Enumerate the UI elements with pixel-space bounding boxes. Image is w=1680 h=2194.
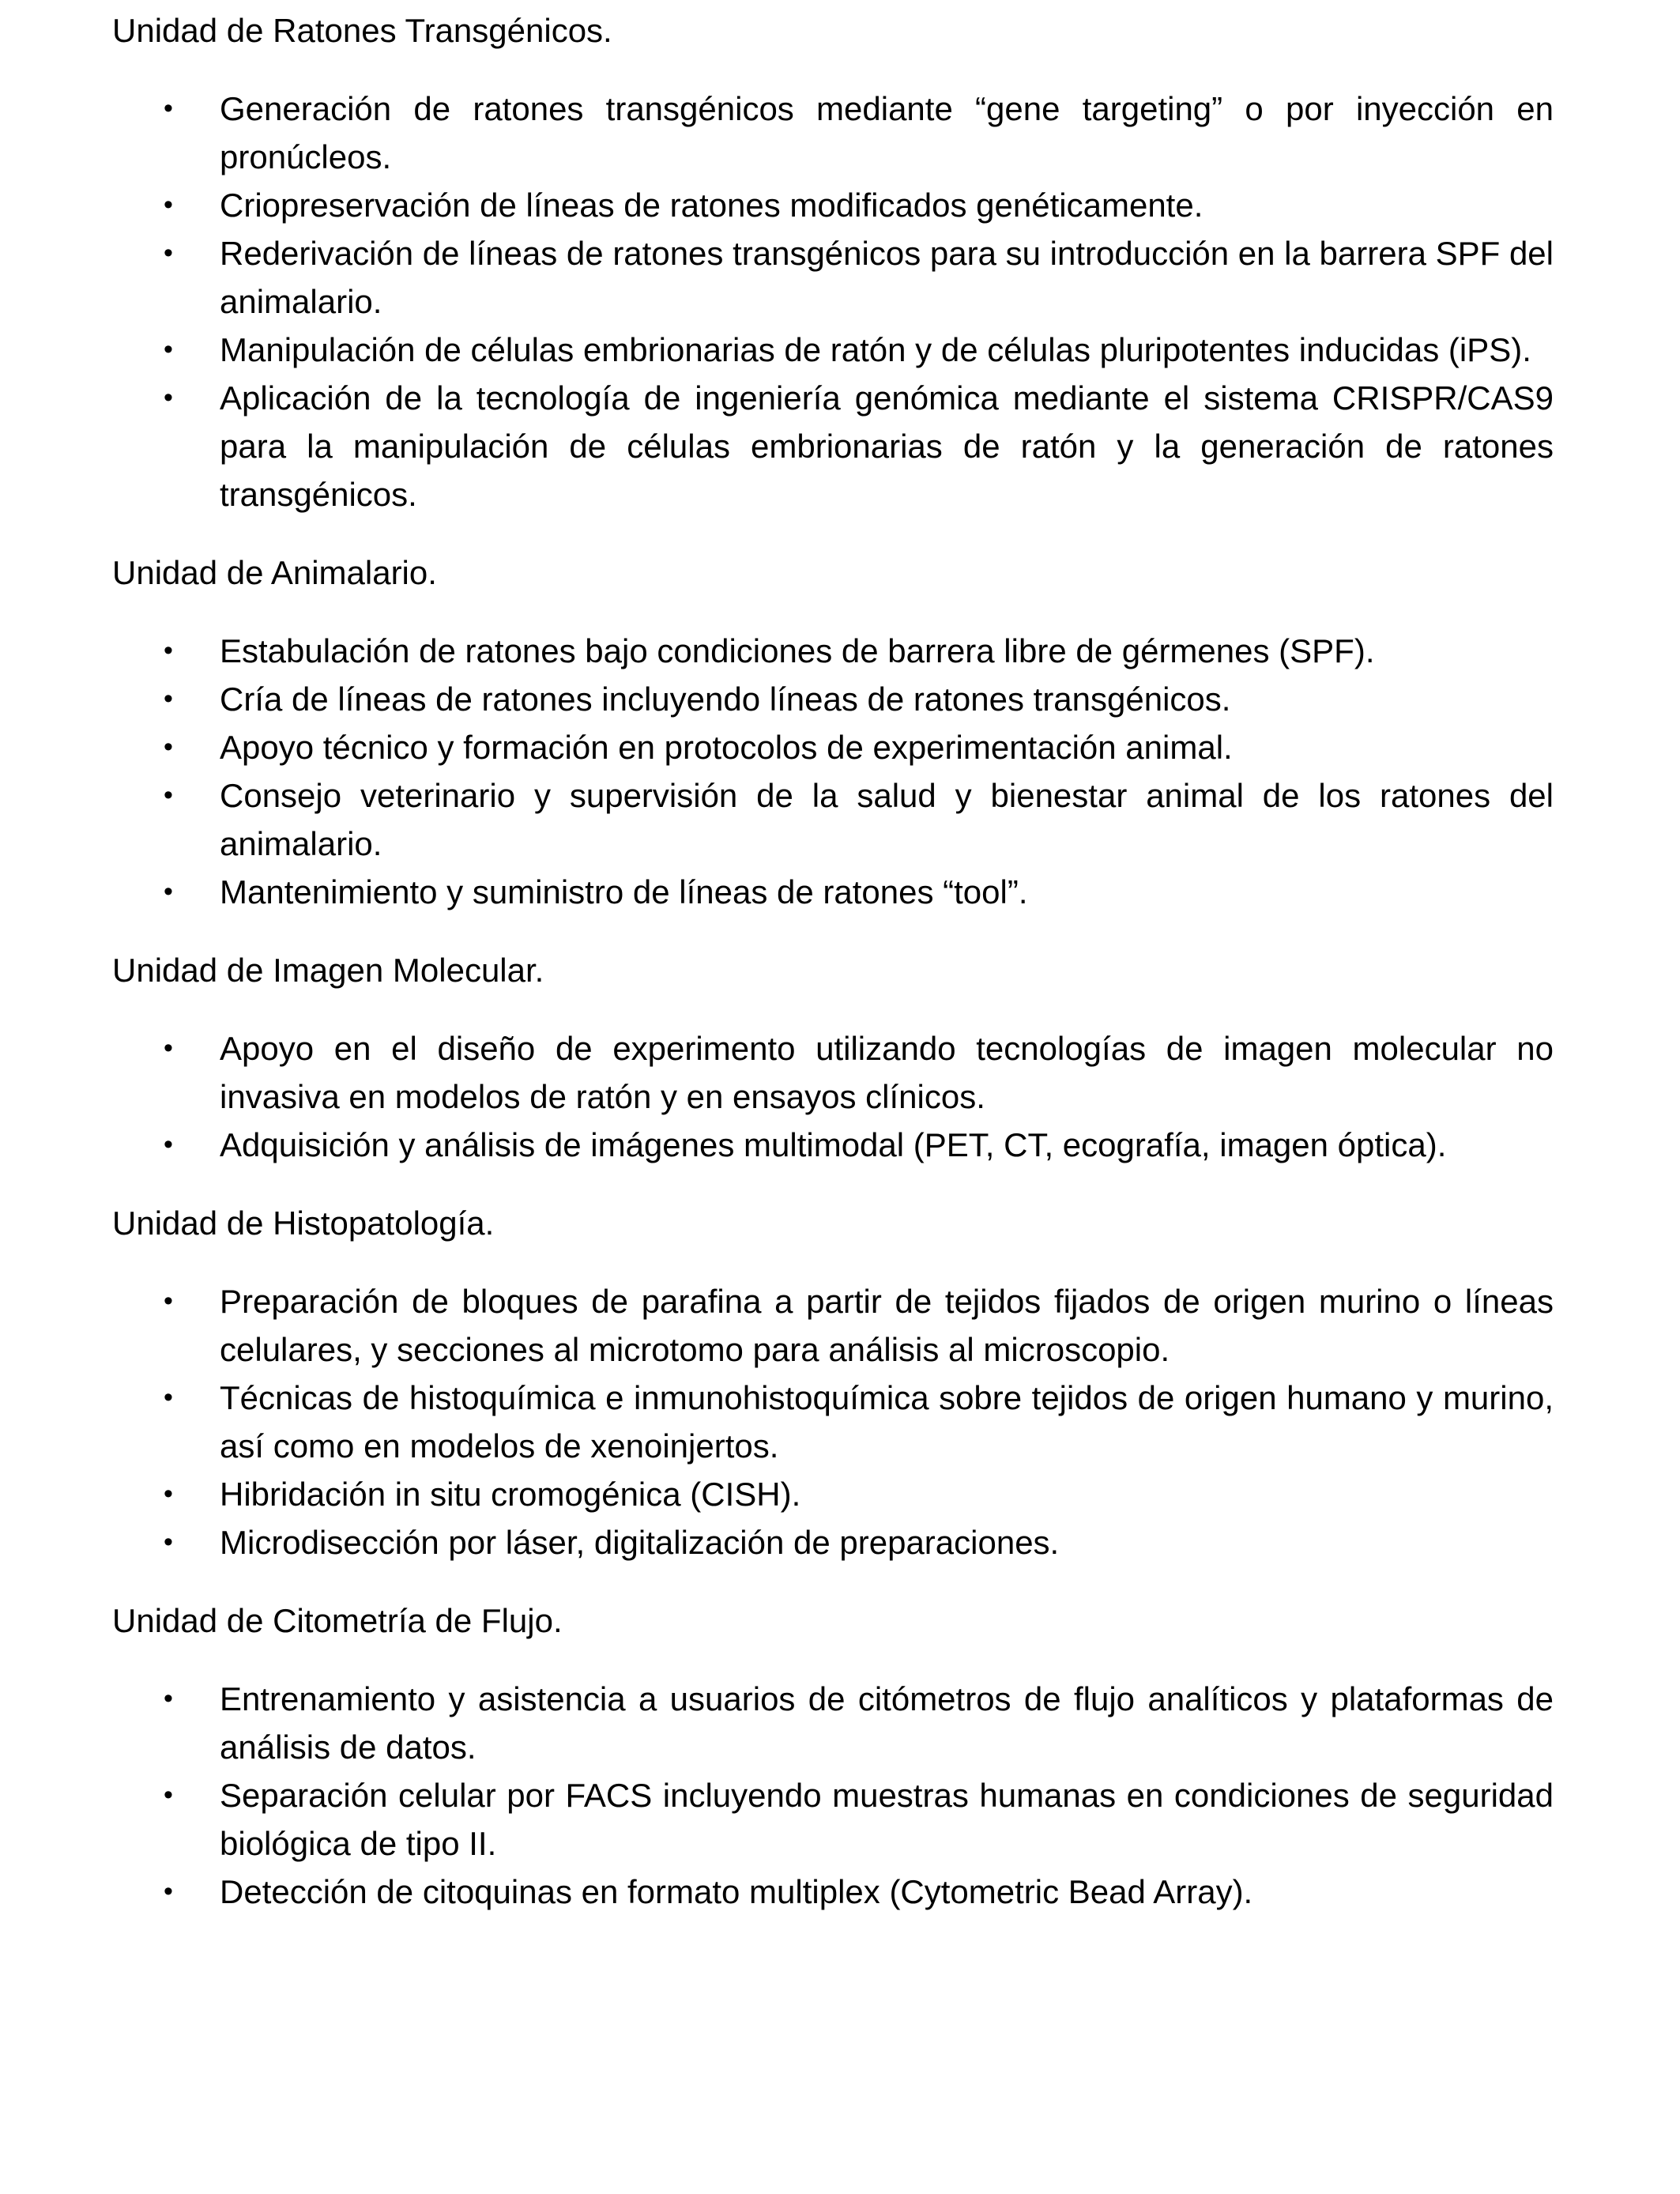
bullet-list xyxy=(112,1277,1554,1566)
bullet-icon: • xyxy=(164,1033,173,1063)
bullet-icon: • xyxy=(164,190,173,220)
bullet-icon: • xyxy=(164,1527,173,1557)
list-item xyxy=(112,1374,1554,1470)
document-page xyxy=(112,6,1554,1946)
bullet-icon: • xyxy=(164,1683,173,1713)
list-item xyxy=(112,1470,1554,1518)
section-imagen-molecular xyxy=(112,946,1554,1169)
list-item xyxy=(112,181,1554,229)
list-item xyxy=(112,1024,1554,1121)
list-item-text: Detección de citoquinas en formato multiplex (Cytometric Bead Array). xyxy=(220,1873,1253,1910)
list-item-text: Entrenamiento y asistencia a usuarios de citómetros de flujo analíticos y plataformas de análisis de datos. xyxy=(220,1680,1554,1766)
bullet-list xyxy=(112,85,1554,518)
bullet-icon: • xyxy=(164,684,173,714)
list-item-text: Manipulación de células embrionarias de ratón y de células pluripotentes inducidas (iPS). xyxy=(220,331,1531,368)
section-animalario xyxy=(112,548,1554,916)
bullet-list xyxy=(112,627,1554,916)
list-item xyxy=(112,229,1554,326)
list-item-text: Apoyo técnico y formación en protocolos de experimentación animal. xyxy=(220,729,1233,766)
bullet-icon: • xyxy=(164,1780,173,1810)
list-item-text: Adquisición y análisis de imágenes multimodal (PET, CT, ecografía, imagen óptica). xyxy=(220,1126,1447,1163)
bullet-icon: • xyxy=(164,876,173,907)
bullet-list xyxy=(112,1675,1554,1916)
bullet-icon: • xyxy=(164,1129,173,1159)
list-item-text: Preparación de bloques de parafina a partir de tejidos fijados de origen murino o líneas celulares, y secciones al microtomo para análisis al microscopio. xyxy=(220,1283,1554,1368)
list-item xyxy=(112,627,1554,675)
list-item xyxy=(112,723,1554,771)
bullet-icon: • xyxy=(164,732,173,762)
bullet-list xyxy=(112,1024,1554,1169)
bullet-icon: • xyxy=(164,93,173,123)
section-heading: Unidad de Ratones Transgénicos. xyxy=(112,12,612,49)
bullet-icon: • xyxy=(164,1479,173,1509)
bullet-icon: • xyxy=(164,238,173,268)
section-heading: Unidad de Histopatología. xyxy=(112,1204,495,1242)
section-ratones-transgenicos xyxy=(112,6,1554,518)
list-item xyxy=(112,1675,1554,1771)
list-item-text: Separación celular por FACS incluyendo muestras humanas en condiciones de seguridad biológica de tipo II. xyxy=(220,1777,1554,1862)
section-heading: Unidad de Animalario. xyxy=(112,554,437,591)
bullet-icon: • xyxy=(164,1286,173,1316)
list-item-text: Técnicas de histoquímica e inmunohistoquímica sobre tejidos de origen humano y murino, así como en modelos de xenoinjertos. xyxy=(220,1379,1554,1465)
list-item xyxy=(112,1121,1554,1169)
list-item-text: Rederivación de líneas de ratones transgénicos para su introducción en la barrera SPF del animalario. xyxy=(220,235,1554,320)
bullet-icon: • xyxy=(164,1876,173,1906)
bullet-icon: • xyxy=(164,383,173,413)
list-item-text: Aplicación de la tecnología de ingeniería genómica mediante el sistema CRISPR/CAS9 para la manipulación de células embrionarias de ratón y la generación de ratones transgénicos. xyxy=(220,379,1554,513)
list-item-text: Criopreservación de líneas de ratones modificados genéticamente. xyxy=(220,187,1203,224)
section-heading: Unidad de Imagen Molecular. xyxy=(112,952,544,989)
list-item xyxy=(112,326,1554,374)
list-item xyxy=(112,85,1554,181)
list-item xyxy=(112,1277,1554,1374)
section-heading: Unidad de Citometría de Flujo. xyxy=(112,1602,563,1639)
list-item-text: Hibridación in situ cromogénica (CISH). xyxy=(220,1476,801,1513)
list-item-text: Consejo veterinario y supervisión de la salud y bienestar animal de los ratones del animalario. xyxy=(220,777,1554,862)
list-item xyxy=(112,675,1554,723)
list-item-text: Apoyo en el diseño de experimento utilizando tecnologías de imagen molecular no invasiva en modelos de ratón y en ensayos clínicos. xyxy=(220,1030,1554,1115)
list-item xyxy=(112,771,1554,868)
list-item-text: Mantenimiento y suministro de líneas de ratones “tool”. xyxy=(220,873,1028,910)
bullet-icon: • xyxy=(164,1382,173,1412)
list-item xyxy=(112,1771,1554,1868)
list-item xyxy=(112,1868,1554,1916)
list-item-text: Cría de líneas de ratones incluyendo líneas de ratones transgénicos. xyxy=(220,680,1231,718)
section-citometria-de-flujo xyxy=(112,1596,1554,1916)
list-item xyxy=(112,374,1554,518)
list-item-text: Microdisección por láser, digitalización de preparaciones. xyxy=(220,1524,1060,1561)
list-item-text: Generación de ratones transgénicos mediante “gene targeting” o por inyección en pronúcleos. xyxy=(220,90,1554,175)
bullet-icon: • xyxy=(164,334,173,364)
list-item xyxy=(112,1518,1554,1566)
bullet-icon: • xyxy=(164,635,173,665)
list-item-text: Estabulación de ratones bajo condiciones de barrera libre de gérmenes (SPF). xyxy=(220,632,1375,669)
bullet-icon: • xyxy=(164,780,173,810)
list-item xyxy=(112,868,1554,916)
section-histopatologia xyxy=(112,1199,1554,1566)
